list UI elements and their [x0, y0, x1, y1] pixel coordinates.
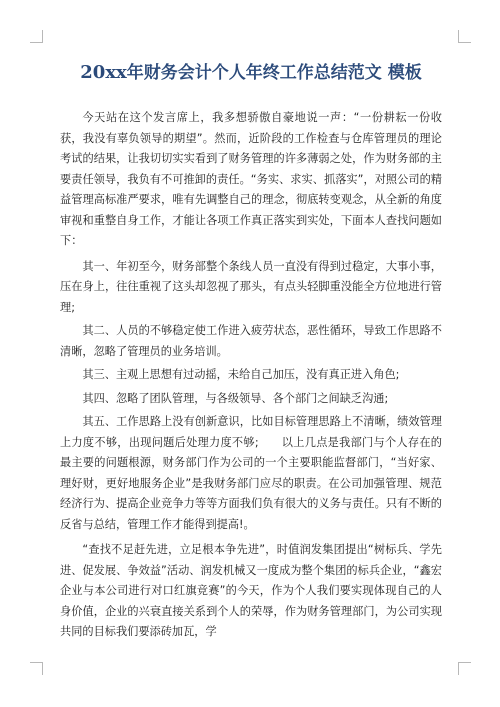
paragraph-issue-2: 其二、人员的不够稳定使工作进入疲劳状态，恶性循环，导致工作思路不清晰，忽略了管理员的业务培训。	[60, 324, 442, 358]
title-text: 年财务会计个人年终工作总结范文 模板	[126, 63, 422, 83]
paragraph-intro: 今天站在这个发言席上，我多想骄傲自豪地说一声：“一份耕耘一份收获，我没有辜负领导的期望”。然而，近阶段的工作检查与仓库管理员的理论考试的结果，让我切切实实看到了财务管理的许多薄弱之处，作为财务部的主要责任领导，我负有不可推卸的责任。“务实、求实、抓落实”，对照公司的精益管理高标准严要求，唯有先调整自己的理念，彻底转变观念，从全新的角度审视和重整自身工作，才能让各项工作真正落实到实处，下面本人查找问题如下：	[60, 111, 442, 247]
paragraph-issue-3: 其三、主观上思想有过动摇，未给自己加压，没有真正进入角色;	[82, 368, 400, 381]
paragraph-issue-4: 其四、忽略了团队管理，与各级领导、各个部门之间缺乏沟通;	[82, 391, 389, 405]
document-title	[60, 62, 442, 84]
paragraph-issue-5: 其五、工作思路上没有创新意识，比如目标管理思路上不清晰，绩效管理上力度不够，出现问题后处理力度不够; 以上几点是我部门与个人存在的最主要的问题根源，财务部门作为公司的一个主要职能监督部门，“当好家、理好财，更好地服务企业”是我财务部门应尽的职责。在公司加强管理、规范经济行为、提高企业竞争力等等方面我们负有很大的义务与责任。只有不断的反省与总结，管理工作才能得到提高!。	[60, 415, 442, 531]
document-body	[60, 108, 442, 643]
title-year: 20xx	[80, 62, 127, 83]
paragraph-issue-1: 其一、年初至今，财务部整个条线人员一直没有得到过稳定，大事小事，压在身上，往往重视了这头却忽视了那头，有点头轻脚重没能全方位地进行管理;	[60, 259, 442, 314]
crop-mark-bottom-right	[458, 662, 471, 675]
paragraph-closing: “查找不足赶先进，立足根本争先进”，时值润发集团提出“树标兵、学先进、促发展、争效益”活动、润发机械又一度成为整个集团的标兵企业，“鑫宏企业与本公司进行对口红旗竞赛”的今天，作为个人我们要实现体现自己的人身价值，企业的兴衰直接关系到个人的荣辱，作为财务管理部门，为公司实现共同的目标我们要添砖加瓦，学	[60, 543, 442, 638]
document-page	[60, 62, 442, 648]
crop-mark-top-left	[30, 30, 43, 43]
crop-mark-top-right	[458, 30, 471, 43]
crop-mark-bottom-left	[30, 662, 43, 675]
